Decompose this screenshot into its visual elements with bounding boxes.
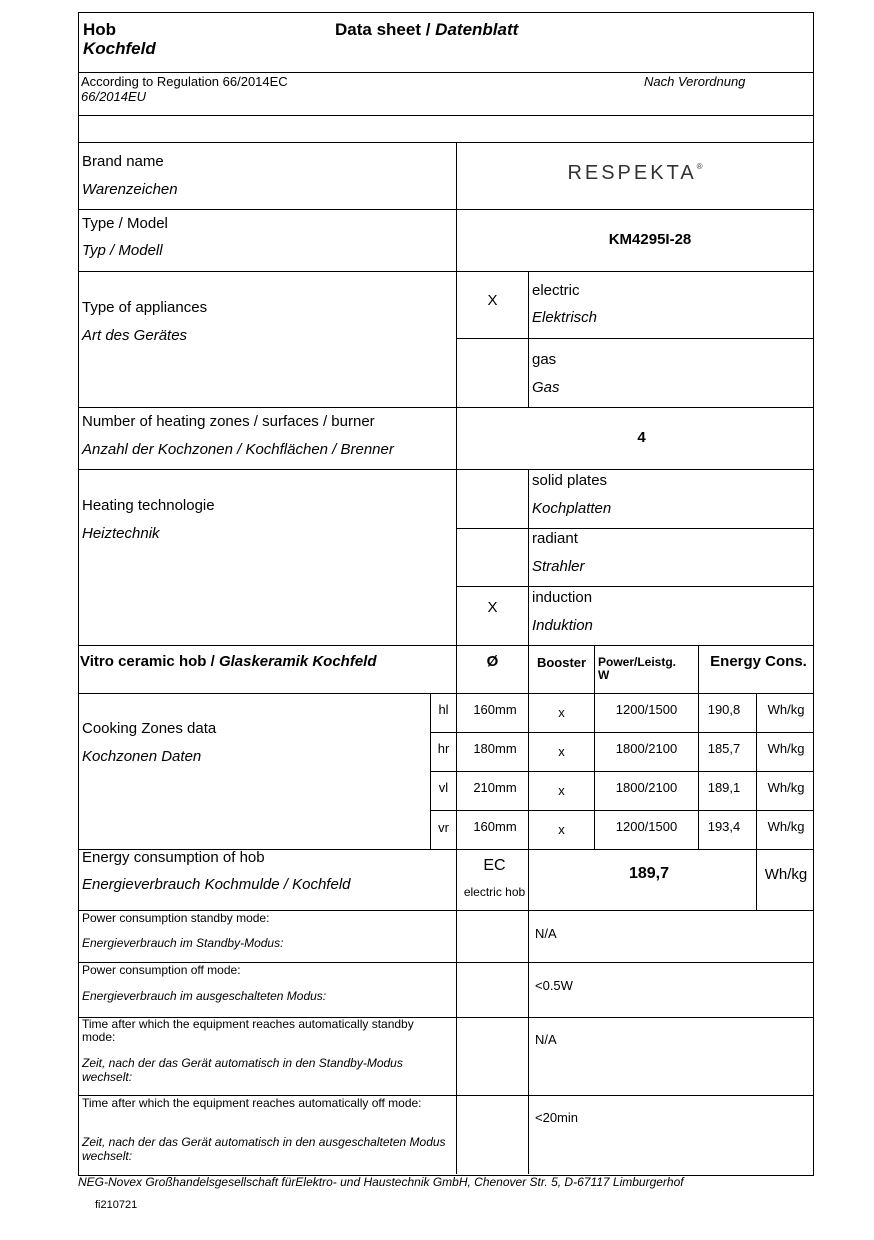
zone-power: 1800/2100 [615, 741, 678, 756]
title-en: Hob [83, 20, 117, 39]
zone-diameter: 210mm [473, 780, 517, 795]
gas-label-de: Gas [532, 379, 560, 396]
energy-hob-value: 189,7 [628, 865, 670, 882]
vitro-label [80, 653, 377, 670]
gas-label-en: gas [532, 351, 557, 368]
offmode-label-en: Power consumption off mode: [82, 963, 241, 977]
appliance-label-en: Type of appliances [82, 299, 208, 316]
regulation-de-ref: 66/2014EU [81, 89, 147, 104]
zone-diameter: 160mm [473, 702, 517, 717]
zone-energy-unit: Wh/kg [767, 819, 805, 834]
appliance-label-de: Art des Gerätes [82, 327, 188, 344]
sheet-title-en: Data sheet / [335, 20, 431, 39]
model-label-en: Type / Model [82, 215, 168, 232]
zone-energy-unit: Wh/kg [767, 702, 805, 717]
zone-diameter: 180mm [473, 741, 517, 756]
zone-power: 1800/2100 [615, 780, 678, 795]
auto-off-label-de: Zeit, nach der das Gerät automatisch in den ausgeschalteten Modus wechselt: [82, 1135, 446, 1163]
auto-standby-label-en: Time after which the equipment reaches automatically standby mode: [82, 1017, 414, 1044]
vitro-label-de: Glaskeramik Kochfeld [218, 653, 377, 670]
energy-hob-unit: Wh/kg [764, 866, 808, 883]
cooking-zones-label-de: Kochzonen Daten [82, 748, 202, 765]
regulation-en: According to Regulation 66/2014EC [81, 74, 288, 89]
zone-energy: 185,7 [707, 741, 741, 756]
divider [78, 271, 813, 272]
energy-hob-code-sub: electric hob [463, 885, 526, 899]
offmode-value: <0.5W [535, 978, 573, 993]
brand-label-de: Warenzeichen [82, 181, 178, 198]
zone-position: hr [437, 741, 450, 756]
divider [78, 645, 813, 646]
brand-label-en: Brand name [82, 153, 164, 170]
divider [78, 209, 813, 210]
zones-label-en: Number of heating zones / surfaces / burner [82, 413, 375, 430]
zone-diameter: 160mm [473, 819, 517, 834]
auto-off-label-en: Time after which the equipment reaches automatically off mode: [82, 1096, 422, 1110]
zone-position: vl [438, 780, 449, 795]
divider [456, 528, 813, 529]
footer-company: NEG-Novex Großhandelsgesellschaft fürElektro- und Haustechnik GmbH, Chenover Str. 5, D-67117 Limburgerhof [78, 1175, 684, 1189]
divider [78, 142, 813, 143]
auto-standby-label-de: Zeit, nach der das Gerät automatisch in den Standby-Modus wechselt: [82, 1056, 403, 1084]
title-de: Kochfeld [83, 39, 156, 58]
divider [78, 407, 813, 408]
col-power-unit: W [598, 668, 610, 682]
brand-logo-text: RESPEKTA [567, 162, 697, 184]
divider [528, 910, 529, 1174]
divider [78, 115, 813, 116]
divider [78, 469, 813, 470]
auto-standby-value: N/A [535, 1032, 557, 1047]
zone-booster: x [558, 783, 565, 798]
divider [78, 72, 813, 73]
standby-label-de: Energieverbrauch im Standby-Modus: [82, 936, 284, 950]
zone-booster: x [558, 744, 565, 759]
zone-power: 1200/1500 [615, 819, 678, 834]
radiant-label-en: radiant [532, 530, 578, 547]
col-energy: Energy Cons. [710, 653, 807, 670]
regulation-de: Nach Verordnung [644, 74, 746, 89]
divider [528, 271, 529, 407]
divider [528, 469, 529, 910]
divider [456, 693, 457, 1174]
zone-power: 1200/1500 [615, 702, 678, 717]
vitro-label-en: Vitro ceramic hob / [80, 653, 215, 670]
sheet-title [335, 20, 518, 40]
col-diameter: Ø [486, 653, 499, 670]
brand-logo [457, 162, 813, 185]
technology-label-en: Heating technologie [82, 497, 215, 514]
energy-hob-label-en: Energy consumption of hob [82, 849, 265, 866]
offmode-label-de: Energieverbrauch im ausgeschalteten Modus: [82, 989, 327, 1003]
footer-code: fi210721 [95, 1199, 138, 1211]
zone-energy-unit: Wh/kg [767, 741, 805, 756]
zone-energy: 189,1 [707, 780, 741, 795]
zones-label-de: Anzahl der Kochzonen / Kochflächen / Brenner [82, 441, 394, 458]
zone-booster: x [558, 822, 565, 837]
col-booster: Booster [536, 655, 587, 670]
zones-value: 4 [637, 429, 646, 446]
energy-hob-label-de: Energieverbrauch Kochmulde / Kochfeld [82, 876, 351, 893]
induction-label-de: Induktion [532, 617, 593, 634]
divider [78, 693, 813, 694]
standby-label-en: Power consumption standby mode: [82, 911, 270, 925]
zone-energy: 193,4 [707, 819, 741, 834]
zone-booster: x [558, 705, 565, 720]
electric-label-de: Elektrisch [532, 309, 598, 326]
electric-mark: X [487, 292, 498, 309]
model-label-de: Typ / Modell [82, 242, 163, 259]
model-value: KM4295I-28 [608, 231, 692, 248]
radiant-label-de: Strahler [532, 558, 585, 575]
standby-value: N/A [535, 926, 557, 941]
auto-off-value: <20min [535, 1110, 578, 1125]
zone-position: hl [438, 702, 449, 717]
registered-mark: ® [696, 162, 703, 171]
zone-energy: 190,8 [707, 702, 741, 717]
zone-position: vr [438, 820, 449, 835]
electric-label-en: electric [532, 282, 580, 299]
divider [456, 586, 813, 587]
divider [456, 338, 813, 339]
technology-label-de: Heiztechnik [82, 525, 160, 542]
solid-plates-label-en: solid plates [532, 472, 608, 489]
energy-hob-code: EC [483, 857, 506, 874]
induction-mark: X [487, 599, 498, 616]
col-power: Power/Leistg. [598, 655, 677, 669]
zone-energy-unit: Wh/kg [767, 780, 805, 795]
induction-label-en: induction [532, 589, 593, 606]
solid-plates-label-de: Kochplatten [532, 500, 612, 517]
sheet-title-de: Datenblatt [435, 20, 519, 39]
cooking-zones-label-en: Cooking Zones data [82, 720, 217, 737]
